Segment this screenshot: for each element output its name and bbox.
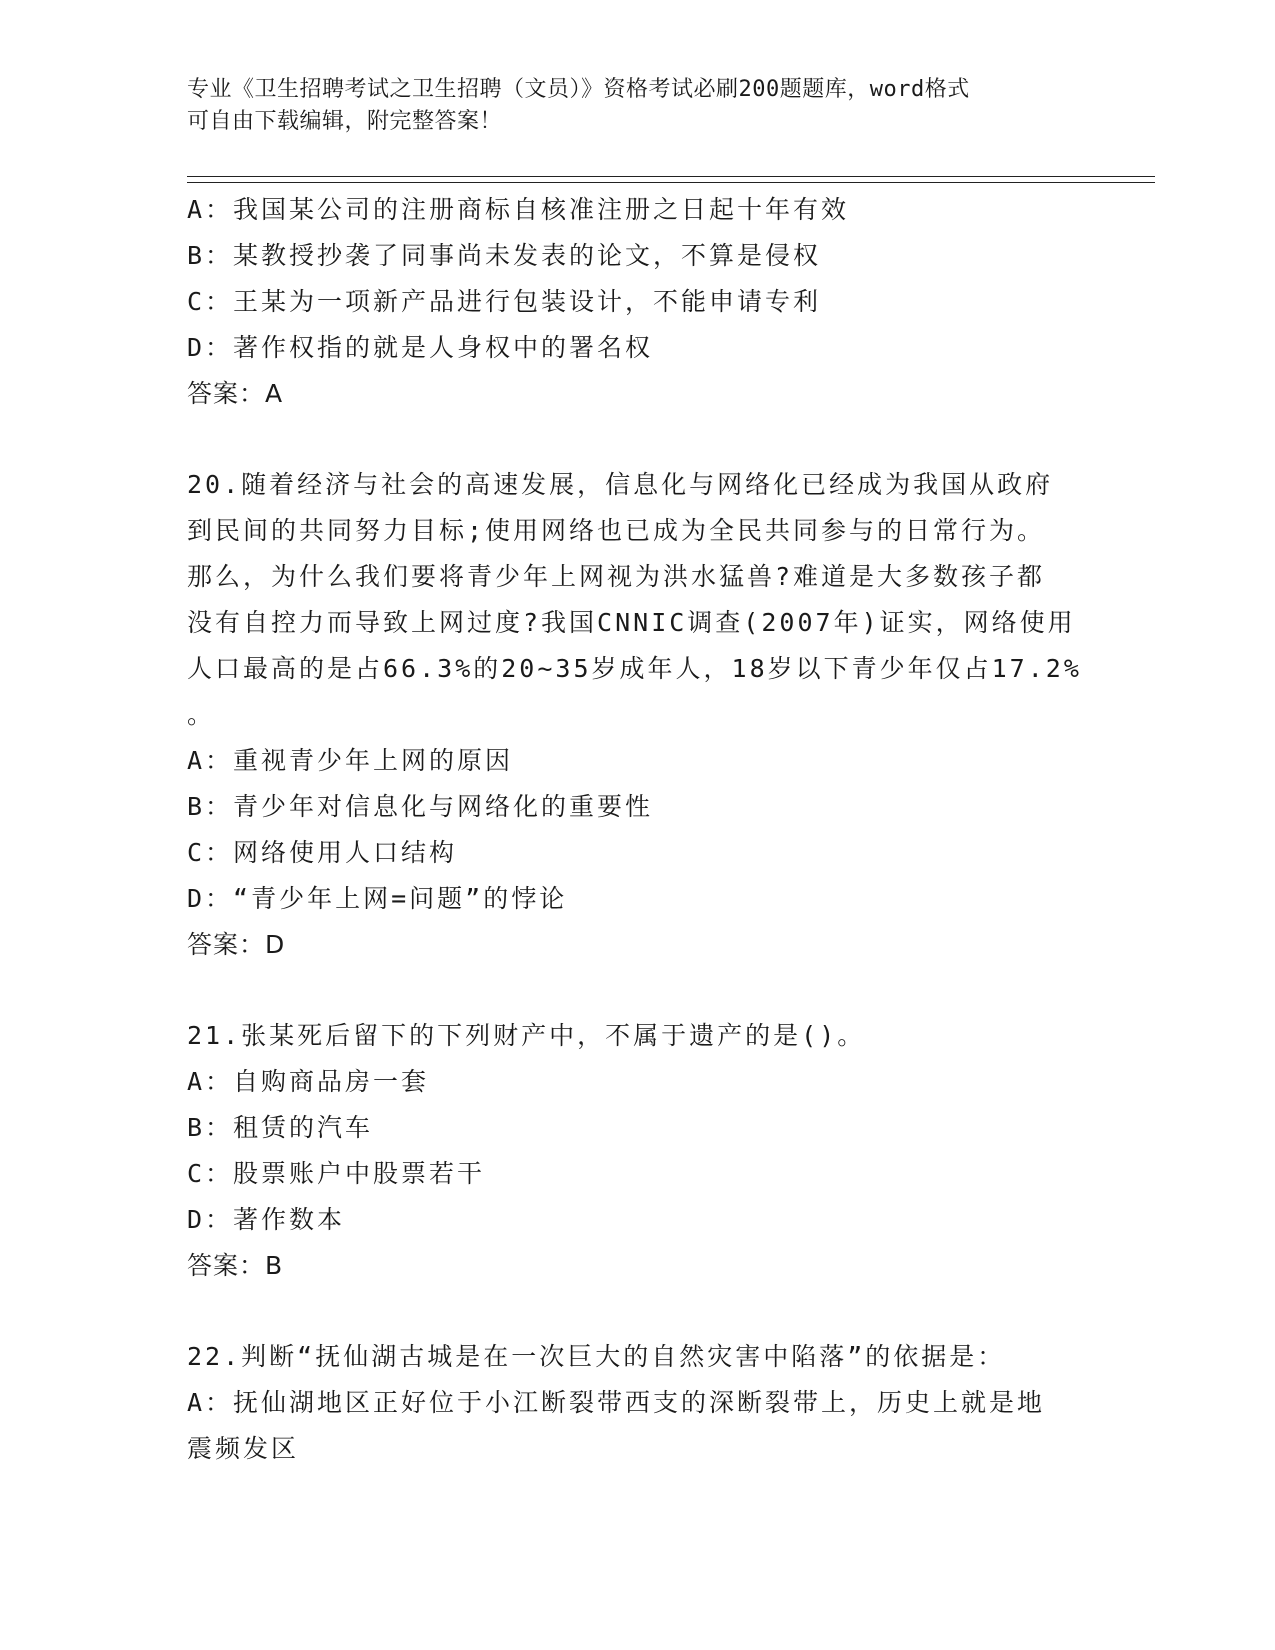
question-stem-line: 到民间的共同努力目标;使用网络也已成为全民共同参与的日常行为。 — [187, 516, 1046, 545]
question-20 — [187, 462, 1087, 968]
question-stem-line: 。 — [187, 700, 216, 729]
option-c: C：王某为一项新产品进行包装设计，不能申请专利 — [187, 287, 822, 316]
option-b: B：某教授抄袭了同事尚未发表的论文，不算是侵权 — [187, 241, 822, 270]
question-stem-line: 20.随着经济与社会的高速发展，信息化与网络化已经成为我国从政府 — [187, 470, 1054, 499]
question-stem-line: 人口最高的是占66.3%的20~35岁成年人，18岁以下青少年仅占17.2% — [187, 654, 1082, 683]
header-divider-bottom — [187, 182, 1155, 183]
question-21 — [187, 1013, 1087, 1289]
option-d: D：“青少年上网=问题”的悖论 — [187, 884, 568, 913]
question-content — [187, 187, 1087, 1472]
option-a-continued: 震频发区 — [187, 1434, 300, 1463]
question-19 — [187, 187, 1087, 417]
spacer — [187, 1289, 1087, 1334]
option-d: D：著作权指的就是人身权中的署名权 — [187, 333, 654, 362]
spacer — [187, 968, 1087, 1013]
option-a: A：抚仙湖地区正好位于小江断裂带西支的深断裂带上，历史上就是地 — [187, 1388, 1046, 1417]
header-divider-top — [187, 176, 1155, 177]
option-b: B：青少年对信息化与网络化的重要性 — [187, 792, 654, 821]
document-header — [187, 74, 1067, 138]
answer-line: 答案：B — [187, 1251, 284, 1280]
option-d: D：著作数本 — [187, 1205, 346, 1234]
option-a: A：自购商品房一套 — [187, 1067, 430, 1096]
question-stem-line: 21.张某死后留下的下列财产中，不属于遗产的是()。 — [187, 1021, 866, 1050]
answer-line: 答案：D — [187, 930, 286, 959]
question-stem-line: 22.判断“抚仙湖古城是在一次巨大的自然灾害中陷落”的依据是： — [187, 1342, 1006, 1371]
option-a: A：我国某公司的注册商标自核准注册之日起十年有效 — [187, 195, 850, 224]
answer-line: 答案：A — [187, 379, 284, 408]
question-22 — [187, 1334, 1087, 1472]
spacer — [187, 417, 1087, 462]
header-title-line-1: 专业《卫生招聘考试之卫生招聘（文员）》资格考试必刷200题题库，word格式 — [187, 77, 970, 102]
option-c: C：网络使用人口结构 — [187, 838, 458, 867]
header-title-line-2: 可自由下载编辑，附完整答案！ — [187, 109, 503, 134]
option-c: C：股票账户中股票若干 — [187, 1159, 486, 1188]
question-stem-line: 那么，为什么我们要将青少年上网视为洪水猛兽?难道是大多数孩子都 — [187, 562, 1046, 591]
option-b: B：租赁的汽车 — [187, 1113, 374, 1142]
question-stem-line: 没有自控力而导致上网过度?我国CNNIC调查(2007年)证实，网络使用 — [187, 608, 1076, 637]
option-a: A：重视青少年上网的原因 — [187, 746, 514, 775]
